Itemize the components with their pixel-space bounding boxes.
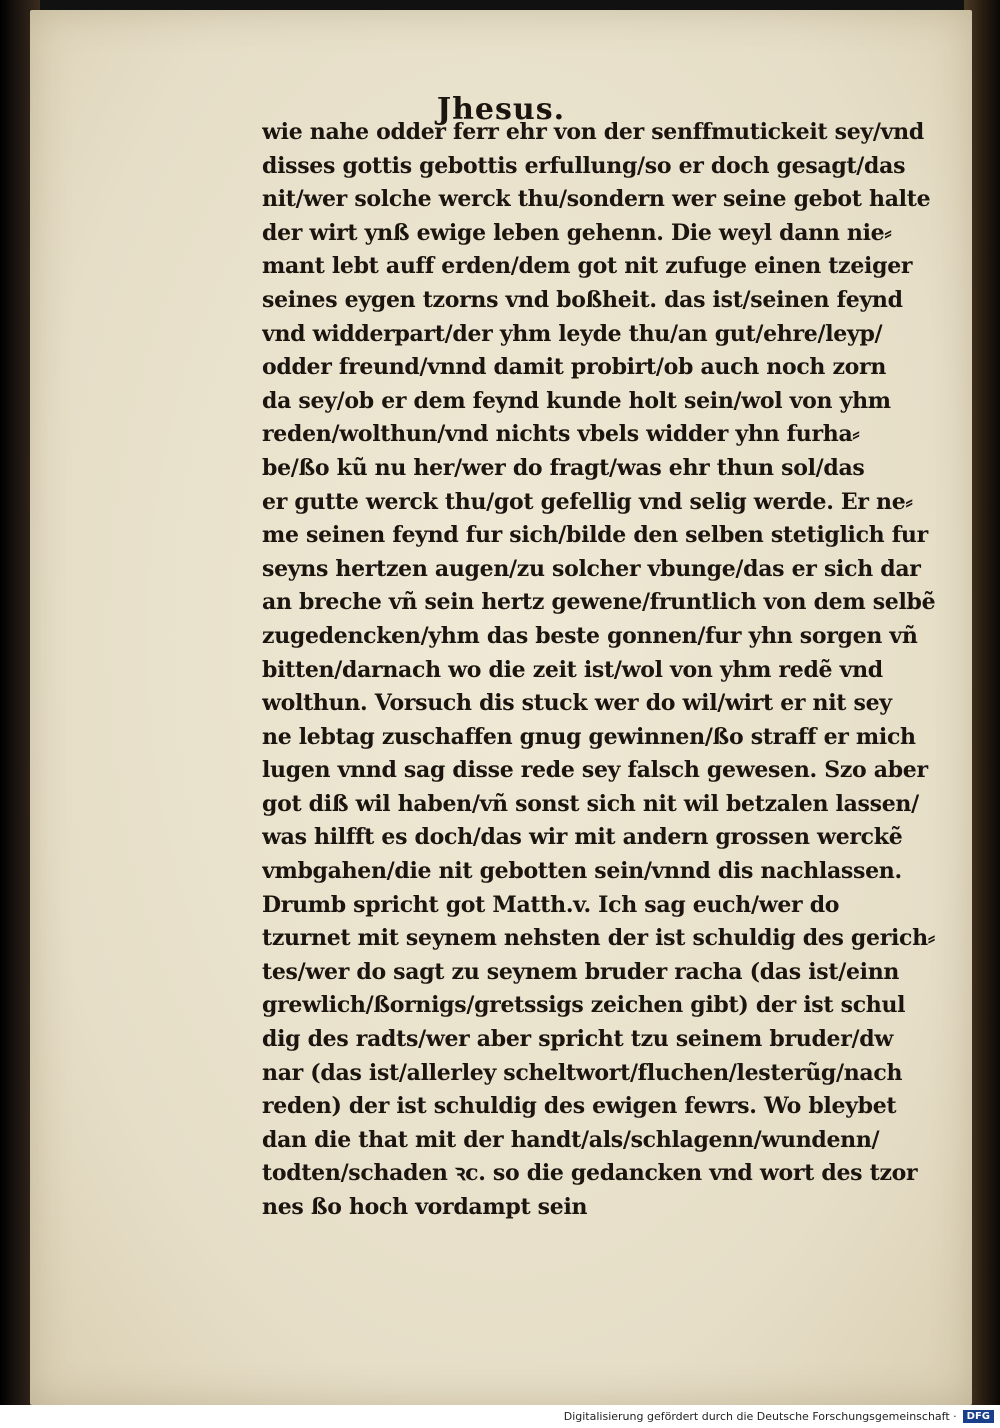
text-line: der wirt ynß ewige leben gehenn. Die weyl dann nie⸗ [262, 219, 892, 246]
text-line: vnd widderpart/der yhm leyde thu/an gut/ehre/leyp/ [262, 320, 883, 347]
text-line: ne lebtag zuschaffen gnug gewinnen/ßo straff er mich [262, 723, 916, 750]
book-page [30, 10, 972, 1405]
text-line: mant lebt auff erden/dem got nit zufuge einen tzeiger [262, 253, 913, 280]
text-line: lugen vnnd sag disse rede sey falsch gewesen. Szo aber [262, 757, 928, 784]
text-line: disses gottis gebottis erfullung/so er doch gesagt/das [262, 152, 906, 179]
text-line: wie nahe odder ferr ehr von der senffmutickeit sey/vnd [262, 119, 924, 145]
text-line: me seinen feynd fur sich/bilde den selben stetiglich fur [262, 522, 928, 549]
text-line: was hilfft es doch/das wir mit andern grossen werckẽ [262, 824, 903, 851]
text-line: Drumb spricht got Matth.v. Ich sag euch/wer do [262, 891, 840, 918]
text-line: da sey/ob er dem feynd kunde holt sein/wol von yhm [262, 387, 891, 414]
funding-credit: Digitalisierung gefördert durch die Deutsche Forschungsgemeinschaft · [563, 1410, 957, 1423]
dfg-logo: DFG [963, 1410, 994, 1423]
text-line: vmbgahen/die nit gebotten sein/vnnd dis nachlassen. [262, 858, 902, 885]
text-line: nit/wer solche werck thu/sondern wer seine gebot halte [262, 186, 931, 213]
text-line: nar (das ist/allerley scheltwort/fluchen/lesterũg/nach [262, 1059, 903, 1086]
text-line: odder freund/vnnd damit probirt/ob auch noch zorn [262, 354, 887, 381]
text-line: got diß wil haben/vñ sonst sich nit wil betzalen lassen/ [262, 790, 919, 817]
text-line: be/ßo kũ nu her/wer do fragt/was ehr thun sol/das [262, 454, 865, 481]
text-line: wolthun. Vorsuch dis stuck wer do wil/wirt er nit sey [262, 690, 892, 717]
text-line: dan die that mit der handt/als/schlagenn/wundenn/ [262, 1126, 880, 1153]
text-line: zugedencken/yhm das beste gonnen/fur yhn sorgen vñ [262, 622, 918, 649]
text-line: reden) der ist schuldig des ewigen fewrs. Wo bleybet [262, 1093, 897, 1120]
text-line: dig des radts/wer aber spricht tzu seinem bruder/dw [262, 1026, 893, 1053]
text-line: bitten/darnach wo die zeit ist/wol von yhm redẽ vnd [262, 656, 883, 683]
text-line: grewlich/ßornigs/gretssigs zeichen gibt) der ist schul [262, 992, 906, 1019]
text-line: er gutte werck thu/got gefellig vnd selig werde. Er ne⸗ [262, 488, 913, 515]
text-line: seines eygen tzorns vnd boßheit. das ist/seinen feynd [262, 286, 903, 313]
text-line: an breche vñ sein hertz gewene/fruntlich von dem selbẽ [262, 589, 936, 616]
text-line: reden/wolthun/vnd nichts vbels widder yhn furha⸗ [262, 421, 860, 448]
page-body-text [262, 116, 952, 1225]
text-line: tzurnet mit seynem nehsten der ist schuldig des gerich⸗ [262, 925, 935, 952]
running-head: Jhesus. [436, 92, 566, 128]
text-line: tes/wer do sagt zu seynem bruder racha (das ist/einn [262, 958, 900, 985]
text-line: seyns hertzen augen/zu solcher vbunge/das er sich dar [262, 555, 921, 582]
digitization-footer [0, 1405, 1000, 1428]
text-line: nes ßo hoch vordampt sein [262, 1194, 588, 1220]
text-line: todten/schaden ꝛc. so die gedancken vnd wort des tzor [262, 1160, 918, 1187]
